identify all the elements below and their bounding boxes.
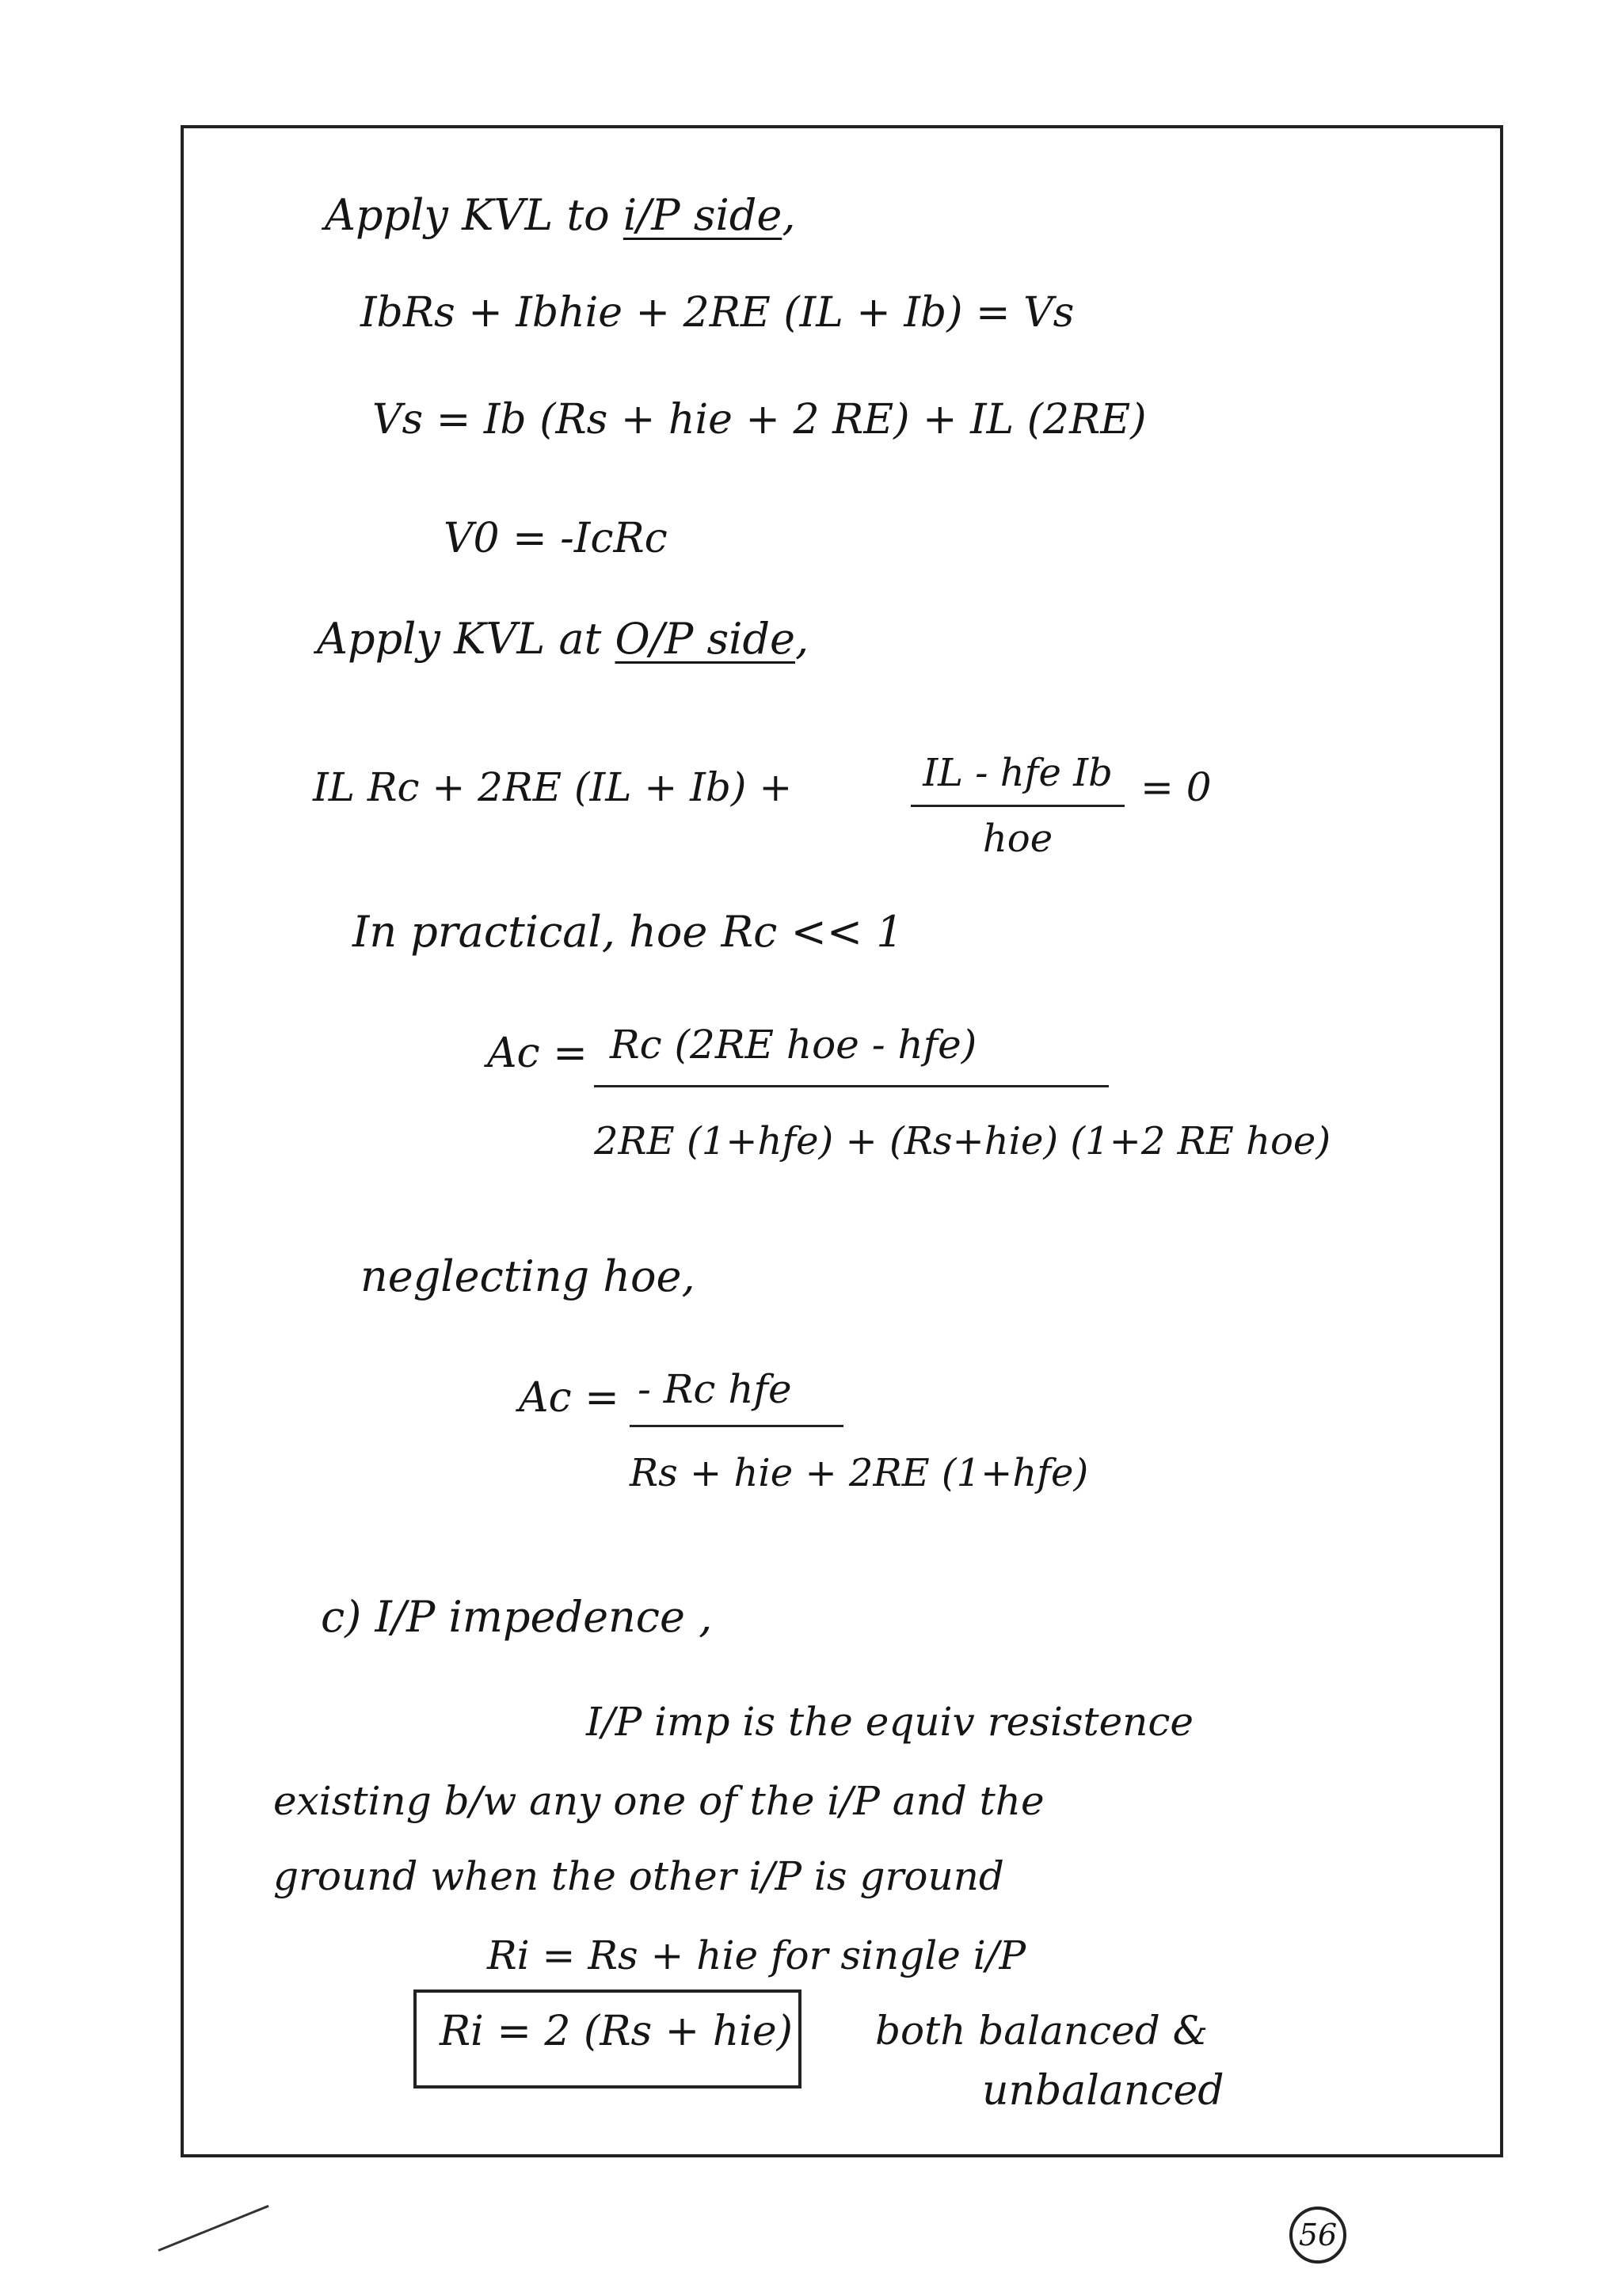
gain-fraction-neglect: - Rc hfe Rs + hie + 2RE (1+hfe) (630, 1366, 1089, 1495)
gain-fraction-practical: Rc (2RE hoe - hfe) 2RE (1+hfe) + (Rs+hie) (1+2 RE hoe) (594, 1022, 1331, 1163)
equation-kvl-input: IbRs + Ibhie + 2RE (IL + Ib) = Vs (360, 289, 1075, 337)
input-side-underlined: i/P side (623, 190, 782, 240)
kvl-input-heading: Apply KVL to i/P side, (325, 190, 796, 240)
practical-note: In practical, hoe Rc << 1 (352, 907, 904, 957)
neglecting-note: neglecting hoe, (360, 1251, 695, 1301)
gain-label-practical: Ac = (487, 1030, 588, 1077)
fraction-output: IL - hfe Ib hoe (911, 751, 1125, 861)
equation-vs: Vs = Ib (Rs + hie + 2 RE) + IL (2RE) (372, 396, 1147, 444)
output-side-underlined: O/P side (615, 614, 795, 664)
equation-kvl-output-right: = 0 (1140, 764, 1212, 810)
equation-kvl-output-left: IL Rc + 2RE (IL + Ib) + (313, 764, 793, 810)
definition-line-1: I/P imp is the equiv resistence (586, 1699, 1194, 1745)
boxed-formula: Ri = 2 (Rs + hie) (440, 2008, 793, 2055)
definition-line-2: existing b/w any one of the i/P and the (273, 1778, 1045, 1824)
gain-label-neglect: Ac = (519, 1374, 619, 1422)
both-note-line-1: both balanced & (875, 2008, 1209, 2054)
kvl-output-heading: Apply KVL at O/P side, (317, 614, 809, 664)
page-number: 56 (1289, 2207, 1346, 2264)
stray-pen-mark (158, 2205, 268, 2252)
definition-line-3: ground when the other i/P is ground (273, 1853, 1004, 1899)
input-impedance-heading: c) I/P impedence , (321, 1592, 713, 1642)
equation-vo: V0 = -IcRc (444, 515, 668, 562)
both-note-line-2: unbalanced (982, 2067, 1224, 2115)
single-input-formula: Ri = Rs + hie for single i/P (487, 1932, 1026, 1978)
